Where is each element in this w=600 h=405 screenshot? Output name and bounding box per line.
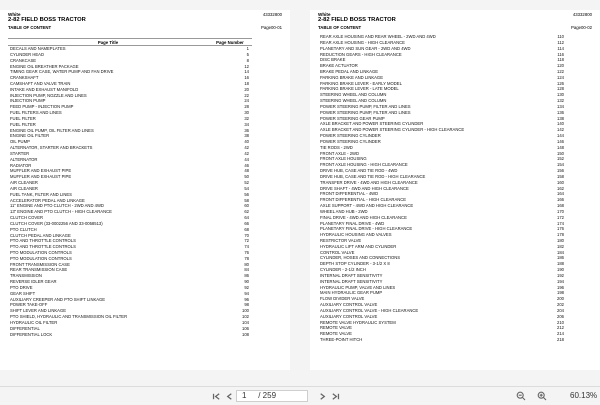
toc-entry-page: 80	[244, 261, 249, 267]
toc-entry-page: 132	[557, 98, 564, 104]
toc-entry-page: 118	[557, 57, 564, 63]
toc-entry-title: FINAL DRIVE - 4WD AND HIGH CLEARANCE	[320, 214, 407, 220]
toc-entry-page: 22	[244, 92, 249, 98]
brand-name: White	[318, 12, 331, 17]
toc-entry-page: 96	[244, 296, 249, 302]
toc-entry-page: 52	[244, 180, 249, 186]
toc-entry-page: 5	[246, 51, 249, 57]
toc-entry-page: 100	[242, 308, 249, 314]
toc-entry-page: 162	[557, 185, 564, 191]
toc-entry-title: HYDRAULIC HOUSING AND VALVES	[320, 232, 392, 238]
col-header-title: Page Title	[8, 39, 208, 46]
toc-entry-title: MUFFLER AND EXHAUST PIPE	[10, 174, 72, 180]
total-pages: / 259	[258, 391, 277, 400]
toc-entry-page: 68	[244, 226, 249, 232]
toc-entry-title: PTO AND THROTTLE CONTROLS	[10, 244, 76, 250]
toc-entry-page: 152	[557, 156, 564, 162]
toc-entry-title: STARTER	[10, 150, 30, 156]
toc-entry-page: 170	[557, 208, 564, 214]
toc-entry-page: 114	[557, 45, 564, 51]
toc-entry-title: ENGINE OIL FILTER	[10, 133, 50, 139]
toc-entry-title: ACCELERATOR PEDAL AND LINKAGE	[10, 197, 85, 203]
toc-entry-page: 50	[244, 174, 249, 180]
toc-entry-title: BRAKE ACTUATOR	[320, 63, 358, 69]
toc-entry-title: ALTERNATOR, STARTER AND BRACKETS	[10, 145, 93, 151]
toc-entry-page: 28	[244, 104, 249, 110]
toc-entry-page: 150	[557, 150, 564, 156]
toc-entry-page: 44	[244, 156, 249, 162]
toc-entry-title: PTO SHIELD, HYDRAULIC AND TRANSMISSION OIL FILTER	[10, 314, 128, 320]
toc-entry-title: AXLE SUPPORT - 4WD AND HIGH CLEARANCE	[320, 203, 414, 209]
toc-entry-page: 210	[557, 319, 564, 325]
toc-entry-title: PARKING BRAKE LEVER - LATE MODEL	[320, 86, 399, 92]
toc-entry-title: INJECTION PUMP	[10, 98, 46, 104]
toc-entry-page: 90	[244, 279, 249, 285]
toc-entry-title: PTO CLUTCH	[10, 226, 37, 232]
toc-entry-title: ALTERNATOR	[10, 156, 38, 162]
doc-number: 43332800	[572, 12, 592, 17]
toc-entry-title: CLUTCH COVER	[10, 215, 44, 221]
toc-entry-page: 198	[557, 290, 564, 296]
toc-entry-title: POWER STEERING GEAR PUMP	[320, 115, 385, 121]
toc-row[interactable]	[8, 332, 252, 338]
toc-entry-title: PTO DRIVE	[10, 284, 33, 290]
toc-entry-page: 174	[557, 220, 564, 226]
toc-entry-title: FRONT AXLE HOUSING	[320, 156, 367, 162]
toc-entry-title: WHEEL AND HUB - 2WD	[320, 208, 368, 214]
toc-entry-page: 138	[557, 115, 564, 121]
toc-entry-title: DECALS AND NAMEPLATES	[10, 46, 66, 52]
toc-entry-title: FRONT TRANSMISSION CASE	[10, 261, 70, 267]
toc-entry-title: ENGINE OIL PUMP, OIL FILTER AND LINES	[10, 127, 94, 133]
toc-entry-title: CLUTCH COVER (33-0002256 AND 33-0058513)	[10, 220, 103, 226]
toc-entry-page: 122	[557, 68, 564, 74]
toc-entry-title: POWER TAKE-OFF	[10, 302, 48, 308]
toc-entry-page: 134	[557, 103, 564, 109]
toc-entry-page: 194	[557, 278, 564, 284]
toc-entry-page: 196	[557, 284, 564, 290]
toc-entry-title: REAR AXLE HOUSING AND REAR WHEEL - 2WD AND 4WD	[320, 34, 436, 40]
toc-entry-page: 84	[244, 267, 249, 273]
toc-entry-page: 12	[244, 63, 249, 69]
toc-entry-page: 124	[557, 74, 564, 80]
toc-entry-title: DISC BRAKE	[320, 57, 346, 63]
toc-entry-title: PLANETARY AND SUN GEAR - 2WD AND 4WD	[320, 45, 411, 51]
toc-entry-title: PTO MODULATION CONTROLS	[10, 250, 72, 255]
toc-entry-page: 204	[557, 307, 564, 313]
toc-entry-title: HYDRAULIC PUMP, VALVE AND LINES	[320, 284, 396, 290]
last-page-icon[interactable]	[328, 389, 342, 403]
toc-entry-title: FUEL FILTERS AND LINES	[10, 110, 62, 116]
toc-entry-title: PLANETARY FINAL DRIVE - 4WD	[320, 220, 385, 226]
toc-entry-page: 16	[244, 75, 249, 81]
toc-entry-title: FUEL FILTER	[10, 115, 36, 121]
previous-page-icon[interactable]	[222, 389, 236, 403]
toc-heading: TABLE OF CONTENT	[8, 25, 52, 30]
toc-entry-page: 66	[244, 220, 249, 226]
toc-entry-title: DEPTH STOP CYLINDER - 3-1/2 X 8	[320, 261, 390, 267]
brand-name: White	[8, 12, 21, 17]
toc-entry-title: CONTROL VALVE	[320, 249, 355, 255]
toc-entry-title: REAR TRANSMISSION CASE	[10, 267, 68, 273]
toc-entry-page: 74	[244, 244, 249, 250]
toc-entry-page: 188	[557, 261, 564, 267]
toc-entry-page: 120	[557, 63, 564, 69]
toc-entry-title: SHIFT LEVER AND LINKAGE	[10, 308, 67, 314]
toc-entry-title: 11" ENGINE AND PTO CLUTCH - 2WD AND 4WD	[10, 203, 104, 209]
toc-entry-title: BRAKE PEDAL AND LINKAGE	[320, 68, 379, 74]
toc-entry-page: 60	[244, 203, 249, 209]
toc-entry-title: POWER STEERING CYLINDER	[320, 138, 381, 144]
toc-entry-title: INTERNAL DRAFT SENSITIVITY	[320, 278, 383, 284]
toc-entry-page: 38	[244, 133, 249, 139]
toc-entry-page: 178	[557, 232, 564, 238]
toc-entry-page: 42	[244, 145, 249, 151]
toc-entry-page: 160	[557, 179, 564, 185]
toc-entry-page: 24	[244, 98, 249, 104]
toc-entry-title: PLANETARY FINAL DRIVE - HIGH CLEARANCE	[320, 226, 413, 232]
toc-entry-title: FRONT DIFFERENTIAL - 4WD	[320, 191, 379, 197]
toc-entry-title: DRIVE HUB, CASE AND TIE ROD - 4WD	[320, 168, 398, 174]
toc-entry-title: REMOTE VALVE HYDRAULIC SYSTEM	[320, 319, 396, 325]
toc-entry-title: CYLINDER, HOSES AND CONNECTIONS	[320, 255, 401, 261]
zoom-level[interactable]: 60.13%	[570, 391, 598, 400]
toc-entry-title: RADIATOR	[10, 162, 32, 168]
toc-entry-page: 190	[557, 267, 564, 273]
toc-entry-page: 200	[557, 296, 564, 302]
toc-entry-title: POWER STEERING CYLINDER	[320, 133, 381, 139]
toc-entry-title: REMOTE VALVE	[320, 331, 352, 337]
left-page	[0, 10, 290, 370]
toc-entry-page: 144	[557, 133, 564, 139]
toc-entry-title: 13" ENGINE AND PTO CLUTCH - HIGH CLEARANCE	[10, 209, 112, 215]
toc-entry-page: 36	[244, 127, 249, 133]
toc-entry-title: HYDRAULIC LIFT ARM AND CYLINDER	[320, 243, 397, 249]
toc-entry-title: TIMING GEAR CASE, WATER PUMP AND FAN DRIVE	[10, 69, 114, 75]
toc-entry-title: AUXILIARY CONTROL VALVE	[320, 302, 378, 308]
document-title: 2-82 FIELD BOSS TRACTOR	[8, 17, 86, 23]
toc-entry-page: 184	[557, 249, 564, 255]
toc-header-row	[8, 39, 252, 46]
toc-entry-title: CYLINDER - 2-1/2 INCH	[320, 267, 366, 273]
page-code: Page00-01	[260, 25, 282, 30]
toc-entry-page: 136	[557, 109, 564, 115]
toc-entry-title: STEERING WHEEL AND COLUMN	[320, 98, 387, 104]
toc-entry-title: POWER STEERING PUMP, FILTER AND LINES	[320, 103, 411, 109]
toc-entry-title: INTERNAL DRAFT SENSITIVITY	[320, 272, 383, 278]
toc-entry-page: 128	[557, 86, 564, 92]
toc-entry-page: 116	[557, 51, 564, 57]
toc-entry-page: 130	[557, 92, 564, 98]
toc-row[interactable]	[318, 337, 567, 343]
toc-entry-title: AUXILIARY CREEPER AND PTO SHIFT LINKAGE	[10, 296, 106, 302]
col-header-number: Page Number	[208, 39, 252, 46]
toc-entry-title: DRIVE HUB, CASE AND TIE ROD - HIGH CLEARANCE	[320, 173, 426, 179]
toc-entry-page: 172	[557, 214, 564, 220]
toc-entry-title: PTO MODULATION CONTROLS	[10, 255, 72, 261]
toc-entry-title: FRONT AXLE HOUSING - HIGH CLEARANCE	[320, 162, 408, 168]
toc-entry-page: 34	[244, 121, 249, 127]
toc-entry-title: DIFFERENTIAL LOCK	[10, 331, 53, 337]
page-code: Page00-02	[570, 25, 592, 30]
toc-entry-title: CAMSHAFT AND VALVE TRAIN	[10, 80, 71, 86]
toc-entry-page: 64	[244, 215, 249, 221]
toc-entry-page: 176	[557, 226, 564, 232]
toc-entry-page: 98	[244, 302, 249, 308]
toc-entry-title: PARKING BRAKE LEVER - EARLY MODEL	[320, 80, 402, 86]
page-indicator	[236, 390, 308, 402]
doc-number: 43332800	[262, 12, 282, 17]
toc-entry-page: 62	[244, 209, 249, 215]
toc-entry-title: GEAR SHIFT	[10, 290, 36, 296]
toc-entry-page: 218	[557, 337, 564, 343]
page-header	[310, 10, 600, 34]
toc-entry-title: TIE RODS - 2WD	[320, 144, 353, 150]
toc-entry-page: 104	[242, 319, 249, 325]
next-page-icon[interactable]	[315, 389, 329, 403]
toc-entry-title: MAIN HYDRAULIC GEAR PUMP	[320, 290, 383, 296]
toc-entry-title: CRANKSHAFT	[10, 75, 39, 81]
toc-entry-page: 14	[244, 69, 249, 75]
page-number-input[interactable]	[242, 391, 256, 400]
toc-entry-title: STEERING WHEEL AND COLUMN	[320, 92, 387, 98]
toc-entry-page: 158	[557, 173, 564, 179]
viewer-toolbar	[0, 386, 600, 405]
toc-entry-page: 140	[557, 121, 564, 127]
toc-entry-page: 102	[242, 314, 249, 320]
toc-entry-page: 8	[246, 57, 249, 63]
toc-entry-title: CRANKCASE	[10, 57, 37, 63]
toc-entry-title: PTO AND THROTTLE CONTROLS	[10, 238, 76, 244]
toc-entry-title: REDUCTION GEARS - HIGH CLEARANCE	[320, 51, 402, 57]
toc-entry-page: 70	[244, 232, 249, 238]
toc-entry-page: 30	[244, 110, 249, 116]
toc-entry-title: INJECTION PUMP, NOZZLE AND LINES	[10, 92, 87, 98]
zoom-in-icon[interactable]	[535, 389, 549, 403]
toc-entry-title: FUEL FILTER	[10, 121, 36, 127]
toc-table-left	[8, 38, 252, 337]
toc-entry-title: REAR AXLE HOUSING - HIGH CLEARANCE	[320, 39, 405, 45]
toc-entry-title: AXLE BRACKET AND POWER STEERING CYLINDER	[320, 121, 424, 127]
toc-entry-page: 182	[557, 243, 564, 249]
toc-entry-title: FEED PUMP - INJECTION PUMP	[10, 104, 74, 110]
toc-entry-page: 214	[557, 331, 564, 337]
toc-entry-page: 108	[242, 331, 249, 337]
toc-entry-page: 168	[557, 203, 564, 209]
toc-entry-page: 42	[244, 150, 249, 156]
toc-entry-page: 1	[246, 46, 249, 52]
toc-entry-page: 92	[244, 284, 249, 290]
toc-entry-page: 54	[244, 185, 249, 191]
toc-entry-title: REMOTE VALVE	[320, 325, 352, 331]
toc-entry-page: 56	[244, 191, 249, 197]
toc-entry-page: 156	[557, 168, 564, 174]
toc-entry-title: TRANSFER DRIVE - 4WD AND HIGH CLEARANCE	[320, 179, 418, 185]
toc-entry-title: THREE-POINT HITCH	[320, 337, 363, 343]
toc-entry-title: AUXILIARY CONTROL VALVE	[320, 313, 378, 319]
toc-entry-page: 40	[244, 139, 249, 145]
toc-entry-title: TRANSMISSION	[10, 273, 42, 279]
toc-entry-page: 148	[557, 144, 564, 150]
toc-entry-page: 78	[244, 255, 249, 261]
toc-entry-page: 58	[244, 197, 249, 203]
toc-entry-page: 166	[557, 197, 564, 203]
toc-entry-title: FLOW DIVIDER VALVE	[320, 296, 365, 302]
toc-entry-page: 94	[244, 290, 249, 296]
toc-entry-page: 180	[557, 238, 564, 243]
toc-entry-page: 126	[557, 80, 564, 86]
toc-entry-page: 106	[242, 325, 249, 331]
toc-entry-page: 48	[244, 168, 249, 174]
document-title: 2-82 FIELD BOSS TRACTOR	[318, 17, 396, 23]
toc-entry-page: 20	[244, 86, 249, 92]
toc-entry-title: OIL PUMP	[10, 139, 30, 145]
toc-entry-title: PARKING BRAKE AND LINKAGE	[320, 74, 383, 80]
toc-entry-page: 46	[244, 162, 249, 168]
toc-entry-page: 206	[557, 313, 564, 319]
toc-entry-page: 142	[557, 127, 564, 133]
toc-entry-title: CLUTCH PEDAL AND LINKAGE	[10, 232, 71, 238]
right-page	[310, 10, 600, 370]
toc-heading: TABLE OF CONTENT	[318, 25, 362, 30]
toc-entry-title: FRONT AXLE - 2WD	[320, 150, 360, 156]
toc-entry-title: ENGINE OIL BREATHER PACKAGE	[10, 63, 79, 69]
toc-entry-page: 32	[244, 115, 249, 121]
first-page-icon[interactable]	[209, 389, 223, 403]
toc-entry-title: RESTRICTOR VALVE	[320, 238, 362, 243]
toc-entry-title: FUEL TANK, FILTER AND LINES	[10, 191, 72, 197]
toc-entry-title: DRIVE SHAFT - 4WD AND HIGH CLEARANCE	[320, 185, 409, 191]
zoom-out-icon[interactable]	[514, 389, 528, 403]
toc-entry-title: INTAKE AND EXHAUST MANIFOLD	[10, 86, 79, 92]
toc-entry-page: 110	[557, 34, 564, 40]
toc-entry-title: REVERSE IDLER GEAR	[10, 279, 57, 285]
toc-entry-title: AIR CLEANER	[10, 185, 38, 191]
toc-entry-title: CYLINDER HEAD	[10, 51, 44, 57]
toc-entry-page: 202	[557, 302, 564, 308]
toc-entry-page: 154	[557, 162, 564, 168]
toc-entry-title: POWER STEERING PUMP, FILTER AND LINES	[320, 109, 411, 115]
toc-entry-page: 76	[244, 250, 249, 255]
toc-entry-page: 112	[557, 39, 564, 45]
toc-entry-page: 212	[557, 325, 564, 331]
toc-entry-page: 18	[244, 80, 249, 86]
toc-entry-title: AIR CLEANER	[10, 180, 38, 186]
toc-entry-title: DIFFERENTIAL	[10, 325, 40, 331]
toc-entry-title: AUXILIARY CONTROL VALVE - HIGH CLEARANCE	[320, 307, 419, 313]
toc-table-right	[318, 34, 567, 343]
toc-entry-page: 86	[244, 273, 249, 279]
toc-entry-page: 164	[557, 191, 564, 197]
toc-entry-page: 192	[557, 272, 564, 278]
toc-entry-title: MUFFLER AND EXHAUST PIPE	[10, 168, 72, 174]
toc-entry-title: FRONT DIFFERENTIAL - HIGH CLEARANCE	[320, 197, 407, 203]
toc-entry-title: AXLE BRACKET AND POWER STEERING CYLINDER - HIGH CLEARANCE	[320, 127, 465, 133]
page-header	[0, 10, 290, 34]
toc-entry-title: HYDRAULIC OIL FILTER	[10, 319, 58, 325]
toc-entry-page: 72	[244, 238, 249, 244]
toc-entry-page: 146	[557, 138, 564, 144]
toc-entry-page: 186	[557, 255, 564, 261]
